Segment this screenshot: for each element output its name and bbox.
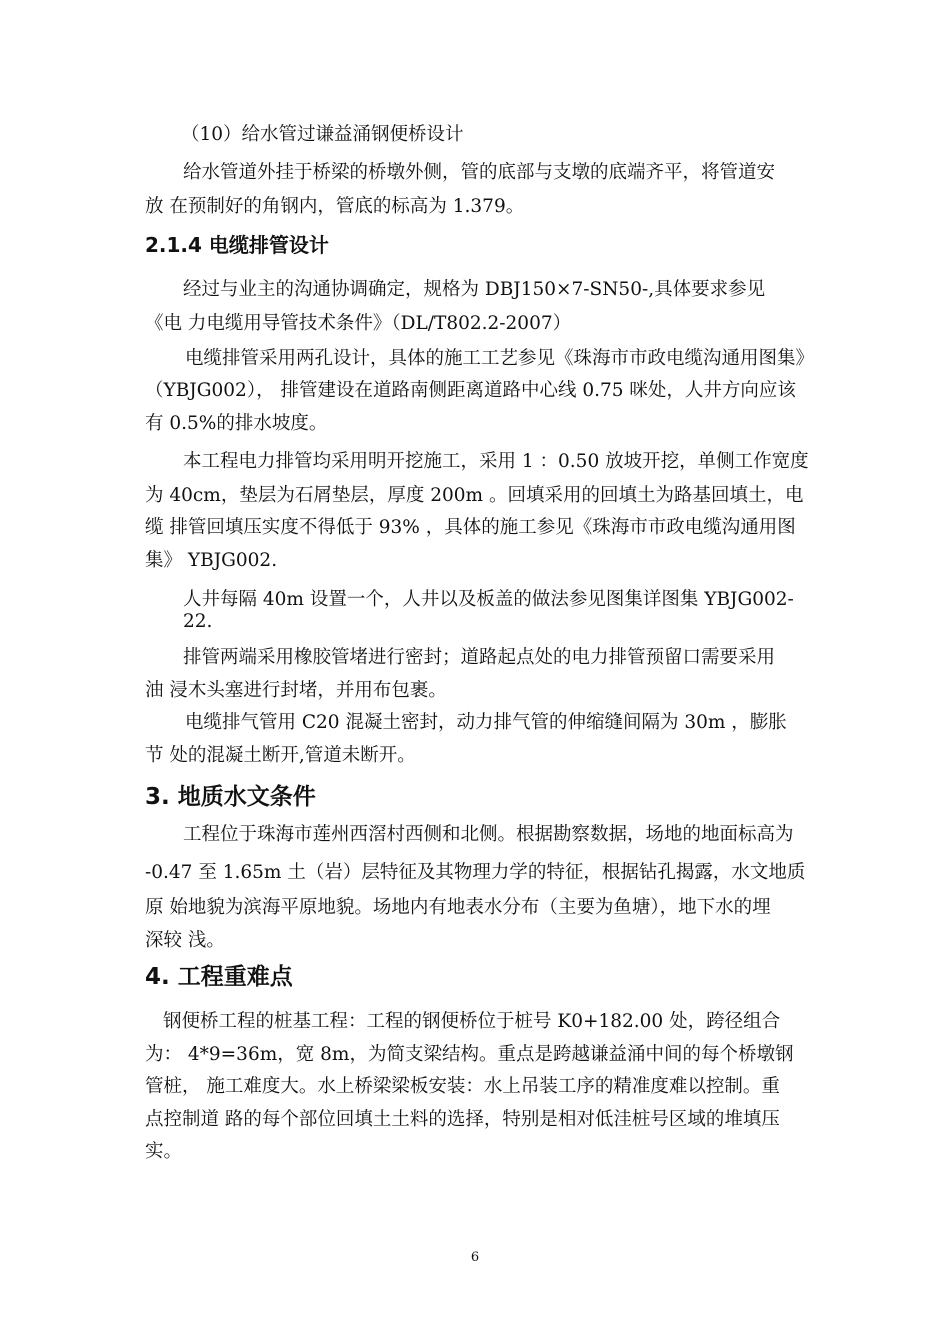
paragraph-line: 本工程电力排管均采用明开挖施工，采用 1 ：0.50 放坡开挖，单侧工作宽度	[183, 451, 809, 472]
section-heading: 4. 工程重难点	[145, 964, 293, 990]
paragraph-line: 管桩， 施工难度大。水上桥梁梁板安装：水上吊装工序的精准度难以控制。重	[145, 1076, 780, 1097]
section-heading: 3. 地质水文条件	[145, 784, 316, 810]
paragraph-line: 缆 排管回填压实度不得低于 93% ，具体的施工参见《珠海市市政电缆沟通用图	[145, 517, 796, 538]
paragraph-line: 为： 4*9=36m，宽 8m，为简支梁结构。重点是跨越谦益涌中间的每个桥墩钢	[145, 1044, 794, 1065]
paragraph-line: 《电 力电缆用导管技术条件》（DL/T802.2-2007）	[145, 313, 572, 334]
paragraph-line: 油 浸木头塞进行封堵，并用布包裹。	[145, 680, 447, 701]
paragraph-line: 电缆排管采用两孔设计，具体的施工工艺参见《珠海市市政电缆沟通用图集》	[185, 348, 815, 369]
paragraph-line: 经过与业主的沟通协调确定，规格为 DBJ150×7-SN50-,具体要求参见	[183, 279, 766, 300]
paragraph-line: 节 处的混凝土断开,管道未断开。	[145, 745, 416, 766]
paragraph-line: 工程位于珠海市莲州西滘村西侧和北侧。根据勘察数据，场地的地面标高为	[183, 824, 794, 845]
section-heading: 2.1.4 电缆排管设计	[145, 233, 329, 257]
paragraph-line: 实。	[145, 1141, 183, 1162]
paragraph-line: （10）给水管过谦益涌钢便桥设计	[181, 124, 464, 145]
paragraph-line: 22.	[183, 611, 213, 632]
paragraph-line: 原 始地貌为滨海平原地貌。场地内有地表水分布（主要为鱼塘），地下水的埋	[145, 897, 771, 918]
paragraph-line: 放 在预制好的角钢内，管底的标高为 1.379。	[145, 196, 525, 217]
paragraph-line: 钢便桥工程的桩基工程：工程的钢便桥位于桩号 K0+182.00 处，跨径组合	[163, 1011, 781, 1032]
paragraph-line: 有 0.5%的排水坡度。	[145, 413, 328, 434]
paragraph-line: 排管两端采用橡胶管堵进行密封；道路起点处的电力排管预留口需要采用	[183, 647, 776, 668]
page-number: 6	[470, 1250, 480, 1265]
paragraph-line: 电缆排气管用 C20 混凝土密封，动力排气管的伸缩缝间隔为 30m ，膨胀	[185, 712, 787, 733]
paragraph-line: 给水管道外挂于桥梁的桥墩外侧，管的底部与支墩的底端齐平，将管道安	[183, 162, 776, 183]
paragraph-line: 为 40cm，垫层为石屑垫层，厚度 200m 。回填采用的回填土为路基回填土，电	[145, 485, 804, 506]
paragraph-line: 点控制道 路的每个部位回填土土料的选择，特别是相对低洼桩号区域的堆填压	[145, 1109, 780, 1130]
paragraph-line: 人井每隔 40m 设置一个，人井以及板盖的做法参见图集详图集 YBJG002-	[183, 589, 794, 610]
paragraph-line: 集》 YBJG002.	[145, 550, 278, 571]
paragraph-line: -0.47 至 1.65m 土（岩）层特征及其物理力学的特征，根据钻孔揭露，水文地质	[145, 862, 806, 883]
paragraph-line: （YBJG002）， 排管建设在道路南侧距离道路中心线 0.75 咪处，人井方向应该	[145, 380, 796, 401]
paragraph-line: 深较 浅。	[145, 930, 225, 951]
